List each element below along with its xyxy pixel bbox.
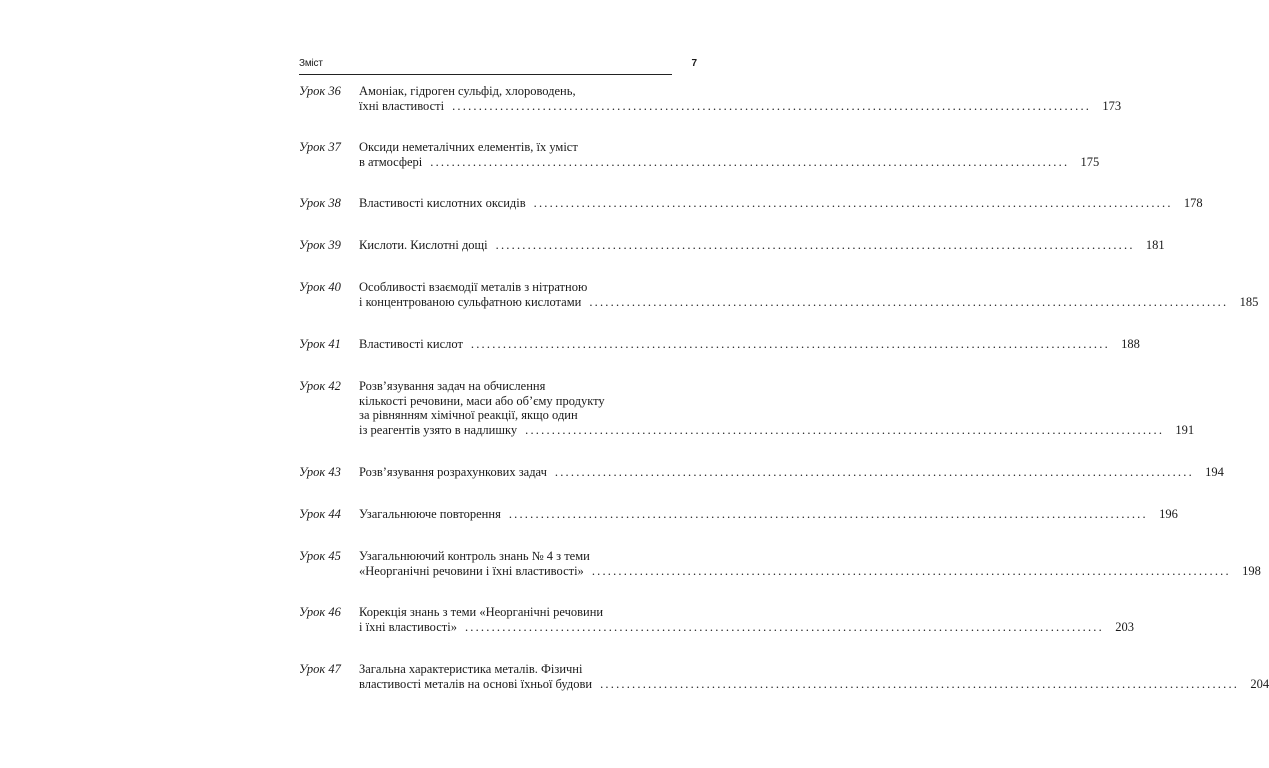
leader-dots: ........................................................................................................................	[589, 294, 1229, 309]
entry-title-text: Властивості кислот	[359, 337, 463, 351]
page-number: 7	[691, 58, 697, 69]
entry-title-text: їхні властивості	[359, 98, 445, 113]
entry-title-text: із реагентів узято в надлишку	[359, 422, 518, 437]
leader-dots: ........................................................................................................................	[495, 238, 1135, 252]
entry-title-line: Загальна характеристика металів. Фізичні	[359, 662, 583, 676]
leader-dots: ........................................................................................................................	[533, 196, 1173, 210]
lesson-number: Урок 42	[299, 379, 341, 393]
entry-page-number: 203	[1115, 619, 1134, 634]
lesson-number: Урок 38	[299, 196, 341, 210]
lesson-number: Урок 40	[299, 280, 341, 294]
header-title: Зміст	[299, 58, 323, 69]
entry-title-line: Розв’язування задач на обчислення	[359, 379, 546, 393]
entry-title-line	[359, 337, 1140, 352]
lesson-number: Урок 36	[299, 84, 341, 98]
leader-dots: ........................................................................................................................	[600, 676, 1240, 691]
entry-title-text: Властивості кислотних оксидів	[359, 196, 526, 210]
leader-dots: ........................................................................................................................	[452, 98, 1092, 113]
leader-dots: ........................................................................................................................	[464, 619, 1104, 634]
lesson-number: Урок 37	[299, 140, 341, 154]
entry-title-line: кількості речовини, маси або об’єму продукту	[359, 393, 605, 408]
entry-title-text: властивості металів на основі їхньої будови	[359, 676, 593, 691]
entry-title-line	[359, 98, 1122, 114]
lesson-number: Урок 41	[299, 337, 341, 351]
entry-title-line	[359, 154, 1100, 170]
entry-title-text: «Неорганічні речовини і їхні властивості»	[359, 563, 584, 578]
lesson-number: Урок 43	[299, 465, 341, 479]
header-rule	[299, 74, 672, 75]
entry-title-line: Особливості взаємодії металів з нітратною	[359, 280, 588, 294]
lesson-number: Урок 47	[299, 662, 341, 676]
leader-dots: ........................................................................................................................	[591, 563, 1231, 578]
entry-page-number: 194	[1205, 465, 1224, 479]
entry-title-text: і концентрованою сульфатною кислотами	[359, 294, 582, 309]
entry-page-number: 185	[1239, 294, 1259, 309]
leader-dots: ........................................................................................................................	[430, 154, 1070, 169]
entry-title-line	[359, 563, 1261, 579]
lesson-number: Урок 39	[299, 238, 341, 252]
entry-page-number: 173	[1102, 98, 1122, 113]
entry-page-number: 178	[1183, 196, 1203, 210]
entry-page-number: 175	[1080, 154, 1100, 169]
page-header	[299, 58, 697, 74]
entry-page-number: 191	[1175, 422, 1195, 437]
entry-title-line	[359, 294, 1259, 310]
entry-title-line: Оксиди неметалічних елементів, їх уміст	[359, 140, 578, 154]
entry-title-text: Кислоти. Кислотні дощі	[359, 238, 488, 252]
entry-title-line	[359, 196, 1203, 211]
entry-page-number: 196	[1159, 507, 1178, 521]
entry-title-line: за рівнянням хімічної реакції, якщо один	[359, 408, 578, 422]
leader-dots: ........................................................................................................................	[508, 507, 1148, 521]
entry-page-number: 188	[1121, 337, 1140, 351]
entry-title-text: і їхні властивості»	[359, 619, 457, 634]
entry-title-line	[359, 465, 1224, 480]
lesson-number: Урок 44	[299, 507, 341, 521]
entry-title-line	[359, 422, 1195, 438]
entry-title-line: Узагальнюючий контроль знань № 4 з теми	[359, 549, 590, 563]
lesson-number: Урок 45	[299, 549, 341, 563]
entry-page-number: 204	[1250, 676, 1269, 691]
lesson-number: Урок 46	[299, 605, 341, 619]
entry-title-line	[359, 238, 1165, 253]
entry-title-line	[359, 676, 1269, 692]
leader-dots: ........................................................................................................................	[554, 465, 1194, 479]
entry-title-text: в атмосфері	[359, 154, 423, 169]
leader-dots: ........................................................................................................................	[470, 337, 1110, 351]
leader-dots: ........................................................................................................................	[525, 422, 1165, 437]
entry-title-line: Амоніак, гідроген сульфід, хлороводень,	[359, 84, 576, 98]
entry-page-number: 181	[1145, 238, 1165, 252]
entry-title-text: Узагальнююче повторення	[359, 507, 501, 521]
entry-title-line: Корекція знань з теми «Неорганічні речовини	[359, 605, 604, 619]
entry-title-line	[359, 619, 1134, 635]
entry-page-number: 198	[1242, 563, 1261, 578]
entry-title-text: Розв’язування розрахункових задач	[359, 465, 547, 479]
entry-title-line	[359, 507, 1178, 522]
